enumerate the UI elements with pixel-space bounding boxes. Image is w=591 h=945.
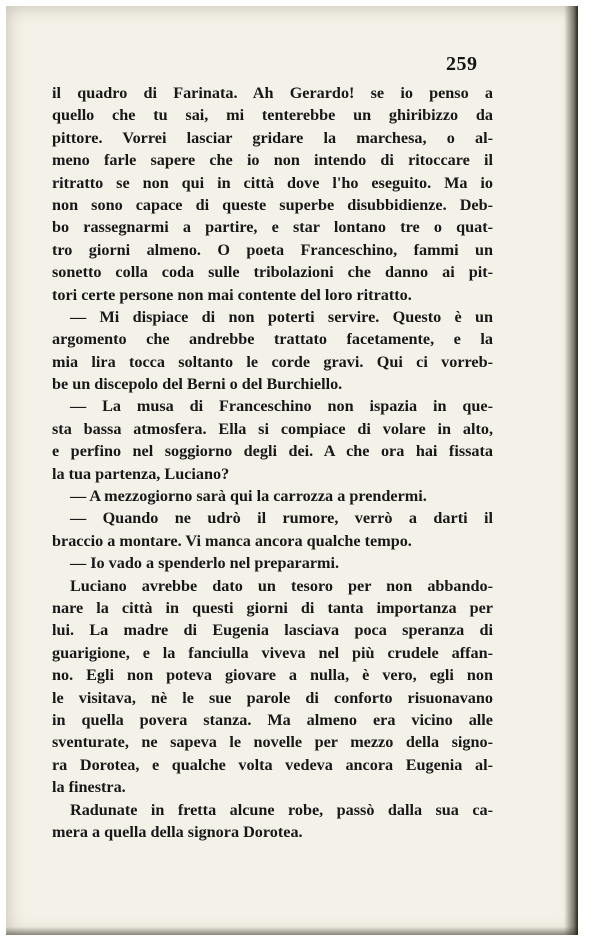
text-line: braccio a montare. Vi manca ancora qualche tempo. [52,531,412,550]
text-line: la finestra. [52,778,126,797]
text-line: quello che tu sai, mi tenterebbe un ghiribizzo da [52,106,493,125]
text-line: pittore. Vorrei lasciar gridare la marchesa, o al- [52,128,493,147]
text-line: lui. La madre di Eugenia lasciava poca speranza di [52,621,493,640]
text-line: bo rassegnarmi a partire, e star lontano tre o quat- [52,218,493,237]
text-line: mia lira tocca soltanto le corde gravi. Qui ci vorreb- [52,352,493,371]
text-line: tori certe persone non mai contente del loro ritratto. [52,285,412,304]
text-line: no. Egli non poteva giovare a nulla, è vero, egli non [52,666,493,685]
text-line: e perfino nel soggiorno degli dei. A che ora hai fissata [52,442,493,461]
text-line: sta bassa atmosfera. Ella si compiace di volare in alto, [52,419,493,438]
text-line: — A mezzogiorno sarà qui la carrozza a prendermi. [70,487,427,506]
text-line: in quella povera stanza. Ma almeno era vicino alle [52,710,493,729]
text-line: — Quando ne udrò il rumore, verrò a darti il [70,509,493,528]
text-line: — La musa di Franceschino non ispazia in que- [70,397,493,416]
text-line: mera a quella della signora Dorotea. [52,822,303,841]
text-line: Luciano avrebbe dato un tesoro per non abbando- [70,576,493,595]
text-line: meno farle sapere che io non intendo di ritoccare il [52,151,493,170]
page-shadow-bottom [6,927,578,935]
paragraph [52,575,493,799]
text-line: sonetto colla coda sulle tribolazioni che danno ai pit- [52,263,493,282]
paragraph [52,306,493,396]
text-line: — Io vado a spenderlo nel prepararmi. [70,554,340,573]
text-line: Radunate in fretta alcune robe, passò dalla sua ca- [70,800,493,819]
body-text [52,82,493,843]
text-line: guarigione, e la fanciulla viveva nel più crudele affan- [52,643,493,662]
text-line: sventurate, ne sapeva le novelle per mezzo della signo- [52,733,493,752]
paragraph [52,799,493,844]
paragraph [52,485,493,507]
text-line: argomento che andrebbe trattato facetamente, e la [52,330,493,349]
text-line: la tua partenza, Luciano? [52,464,230,483]
text-line: le visitava, nè le sue parole di conforto risuonavano [52,688,493,707]
paragraph [52,395,493,485]
text-line: non sono capace di queste superbe disubbidienze. Deb- [52,195,493,214]
book-page [6,6,578,935]
text-line: nare la città in questi giorni di tanta importanza per [52,598,493,617]
text-line: — Mi dispiace di non poterti servire. Questo è un [70,307,493,326]
text-line: ritratto se non qui in città dove l'ho eseguito. Ma io [52,173,493,192]
text-line: be un discepolo del Berni o del Burchiello. [52,375,343,394]
paragraph [52,552,493,574]
text-line: il quadro di Farinata. Ah Gerardo! se io penso a [52,84,493,102]
text-line: ra Dorotea, e qualche volta vedeva ancora Eugenia al- [52,755,493,774]
text-line: tro giorni almeno. O poeta Franceschino, fammi un [52,240,493,259]
page-shadow-right [564,6,578,935]
page-number: 259 [446,53,478,75]
paragraph [52,507,493,552]
paragraph [52,82,493,306]
